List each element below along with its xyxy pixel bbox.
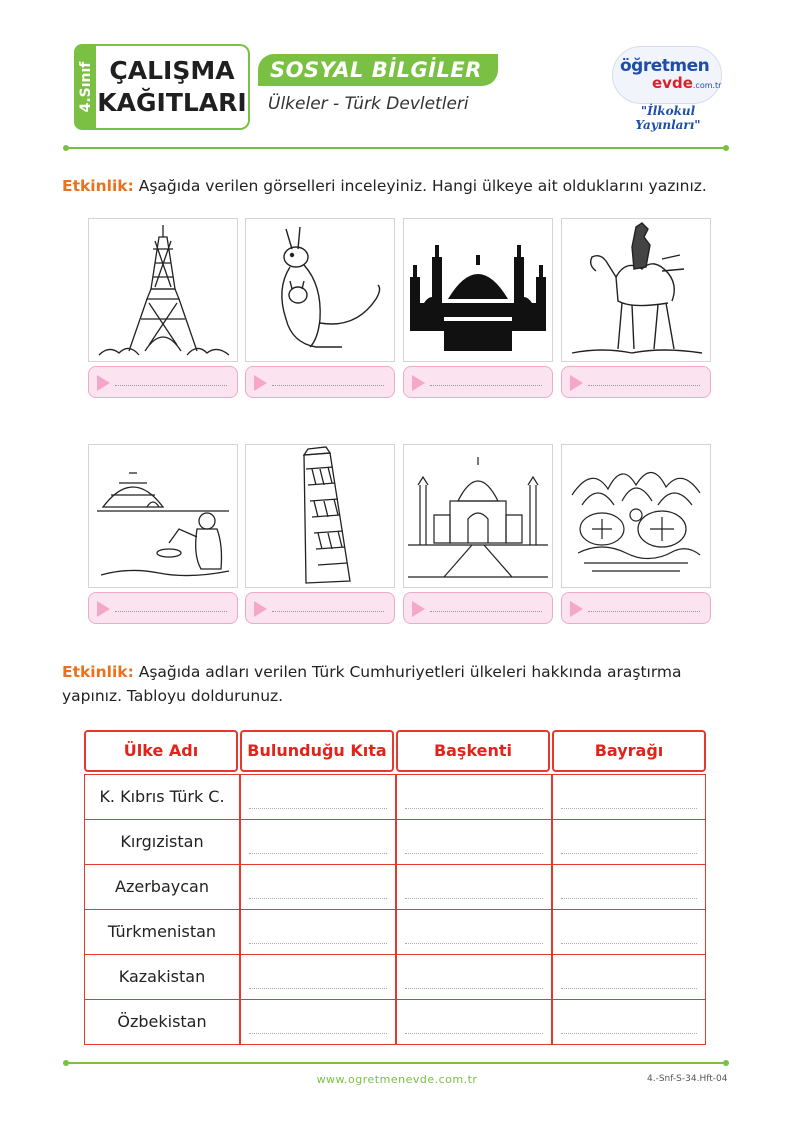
answer-field[interactable]: [245, 366, 395, 398]
subject-bar: [258, 54, 498, 86]
logo-tagline: "İlkokul Yayınları": [635, 104, 701, 132]
arrow-icon: [412, 375, 425, 391]
continent-input[interactable]: [240, 999, 396, 1045]
image-card: [88, 218, 238, 362]
continent-input[interactable]: [240, 909, 396, 955]
answer-field[interactable]: [88, 366, 238, 398]
arrow-icon: [570, 375, 583, 391]
capital-input[interactable]: [396, 774, 552, 820]
table-row-country: Özbekistan: [84, 999, 240, 1045]
flag-input[interactable]: [552, 999, 706, 1045]
grade-label: 4.Sınıf: [78, 61, 94, 113]
country-table: [84, 774, 706, 1050]
taj-mahal-icon: [404, 445, 552, 587]
activity1-instruction: Etkinlik: Aşağıda verilen görselleri inceleyiniz. Hangi ülkeye ait olduklarını yazınız.: [62, 177, 707, 195]
arrow-icon: [412, 601, 425, 617]
flag-input[interactable]: [552, 954, 706, 1000]
continent-input[interactable]: [240, 954, 396, 1000]
capital-input[interactable]: [396, 909, 552, 955]
continent-input[interactable]: [240, 864, 396, 910]
leaning-tower-icon: [246, 445, 394, 587]
flag-input[interactable]: [552, 909, 706, 955]
capital-input[interactable]: [396, 954, 552, 1000]
footer-divider: [66, 1062, 726, 1064]
arrow-icon: [97, 375, 110, 391]
answer-field[interactable]: [403, 366, 553, 398]
eiffel-tower-icon: [89, 219, 237, 361]
footer-url[interactable]: www.ogretmenevde.com.tr: [316, 1073, 478, 1086]
capital-input[interactable]: [396, 999, 552, 1045]
continent-input[interactable]: [240, 774, 396, 820]
kaaba-mosque-icon: [404, 219, 552, 361]
arrow-icon: [254, 375, 267, 391]
worksheet-title: [96, 44, 250, 130]
image-card: [561, 218, 711, 362]
table-row-country: Azerbaycan: [84, 864, 240, 910]
table-header-capital: Başkenti: [396, 730, 550, 772]
image-card: [403, 218, 553, 362]
grade-tab: [74, 44, 98, 130]
carnival-icon: [562, 445, 710, 587]
table-header-country: Ülke Adı: [84, 730, 238, 772]
table-header-continent: Bulunduğu Kıta: [240, 730, 394, 772]
image-card: [245, 218, 395, 362]
image-card: [88, 444, 238, 588]
answer-field[interactable]: [88, 592, 238, 624]
arrow-icon: [570, 601, 583, 617]
footer-code: 4.-Snf-S-34.Hft-04: [647, 1074, 728, 1084]
camel-rider-icon: [562, 219, 710, 361]
activity2-instruction: Etkinlik: Aşağıda adları verilen Türk Cumhuriyetleri ülkeleri hakkında araştırma yapınız. Tabloyu doldurunuz.: [62, 663, 682, 705]
arrow-icon: [97, 601, 110, 617]
header-divider: [66, 147, 726, 149]
title-line2: KAĞITLARI: [97, 88, 247, 117]
answer-field[interactable]: [561, 592, 711, 624]
flag-input[interactable]: [552, 819, 706, 865]
logo-brand2: evde.com.tr: [652, 74, 722, 92]
image-card: [561, 444, 711, 588]
answer-field[interactable]: [245, 592, 395, 624]
kangaroo-icon: [246, 219, 394, 361]
flag-input[interactable]: [552, 864, 706, 910]
logo-brand: öğretmen: [620, 56, 710, 76]
table-header-flag: Bayrağı: [552, 730, 706, 772]
answer-field[interactable]: [403, 592, 553, 624]
subject-label: SOSYAL BİLGİLER: [270, 58, 482, 82]
continent-input[interactable]: [240, 819, 396, 865]
capital-input[interactable]: [396, 819, 552, 865]
publisher-logo: [606, 44, 726, 132]
igloo-eskimo-icon: [89, 445, 237, 587]
image-card: [245, 444, 395, 588]
table-row-country: Türkmenistan: [84, 909, 240, 955]
capital-input[interactable]: [396, 864, 552, 910]
table-row-country: Kırgızistan: [84, 819, 240, 865]
flag-input[interactable]: [552, 774, 706, 820]
answer-field[interactable]: [561, 366, 711, 398]
table-row-country: Kazakistan: [84, 954, 240, 1000]
table-row-country: K. Kıbrıs Türk C.: [84, 774, 240, 820]
image-card: [403, 444, 553, 588]
topic-label: Ülkeler - Türk Devletleri: [268, 94, 469, 114]
title-line1: ÇALIŞMA: [109, 56, 235, 85]
arrow-icon: [254, 601, 267, 617]
